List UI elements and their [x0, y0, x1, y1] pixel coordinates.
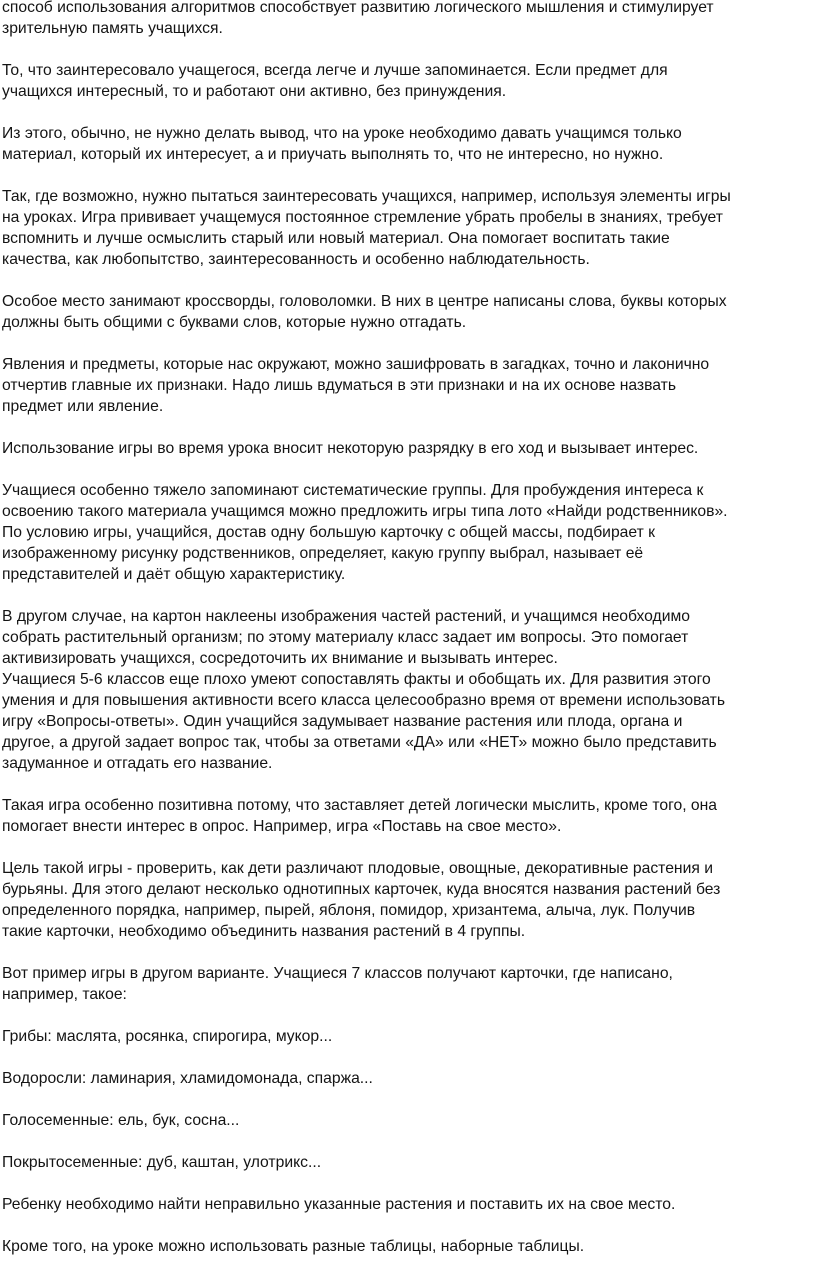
list-item-fungi: Грибы: маслята, росянка, спирогира, мукор...	[2, 1028, 333, 1045]
paragraph-tables: Кроме того, на уроке можно использовать разные таблицы, наборные таблицы.	[2, 1238, 585, 1255]
paragraph-game-goal: Цель такой игры - проверить, как дети различают плодовые, овощные, декоративные растения и бурьяны. Для этого делают несколько однотипных карточек, куда вносятся названия растений без определенного порядка, например, пырей, яблоня, помидор, хризантема, алыча, лук. Получив такие карточки, необходимо объединить названия растений в 4 группы.	[2, 860, 721, 940]
list-item-algae: Водоросли: ламинария, хламидомонада, спаржа...	[2, 1070, 373, 1087]
paragraph-cardboard: В другом случае, на картон наклеены изображения частей растений, и учащимся необходимо собрать растительный организм; по этому материалу класс задает им вопросы. Это помогает активизировать учащихся, сосредоточить их внимание и вызывать интерес.	[2, 608, 690, 667]
paragraph-lotto-game: Учащиеся особенно тяжело запоминают систематические группы. Для пробуждения интереса к освоению такого материала учащимся можно предложить игры типа лото «Найди родственников». По условию игры, учащийся, достав одну большую карточку с общей массы, подбирает к изображенному рисунку родственников, определяет, какую группу выбрал, называет её представителей и даёт общую характеристику.	[2, 482, 728, 583]
paragraph-task: Ребенку необходимо найти неправильно указанные растения и поставить их на свое место.	[2, 1196, 676, 1213]
paragraph-positive-game: Такая игра особенно позитивна потому, что заставляет детей логически мыслить, кроме того, она помогает внести интерес в опрос. Например, игра «Поставь на свое место».	[2, 797, 718, 835]
list-item-gymnosperms: Голосеменные: ель, бук, сосна...	[2, 1112, 240, 1129]
paragraph-game-elements: Так, где возможно, нужно пытаться заинтересовать учащихся, например, используя элементы игры на уроках. Игра прививает учащемуся постоянное стремление убрать пробелы в знаниях, требует вспомнить и лучше осмыслить старый или новый материал. Она помогает воспитать такие качества, как любопытство, заинтересованность и особенно наблюдательность.	[2, 188, 731, 268]
paragraph-conclusion: Из этого, обычно, не нужно делать вывод, что на уроке необходимо давать учащимся только материал, который их интересует, а и приучать выполнять то, что не интересно, но нужно.	[2, 125, 682, 163]
paragraph-crosswords: Особое место занимают кроссворды, головоломки. В них в центре написаны слова, буквы которых должны быть общими с буквами слов, которые нужно отгадать.	[2, 293, 727, 331]
paragraph-riddles: Явления и предметы, которые нас окружают, можно зашифровать в загадках, точно и лаконично отчертив главные их признаки. Надо лишь вдуматься в эти признаки и на их основе назвать предмет или явление.	[2, 356, 710, 415]
list-item-angiosperms: Покрытосеменные: дуб, каштан, улотрикс...	[2, 1154, 322, 1171]
paragraph-example-intro: Вот пример игры в другом варианте. Учащиеся 7 классов получают карточки, где написано, например, такое:	[2, 965, 673, 1003]
paragraph-questions-answers: Учащиеся 5-6 классов еще плохо умеют сопоставлять факты и обобщать их. Для развития этого умения и для повышения активности всего класса целесообразно время от времени использовать игру «Вопросы-ответы». Один учащийся задумывает название растения или плода, органа и другое, а другой задает вопрос так, чтобы за ответами «ДА» или «НЕТ» можно было представить задуманное и отгадать его название.	[2, 671, 726, 772]
paragraph-game-use: Использование игры во время урока вносит некоторую разрядку в его ход и вызывает интерес.	[2, 440, 699, 457]
paragraph-algorithms: способ использования алгоритмов способствует развитию логического мышления и стимулирует зрительную память учащихся.	[2, 0, 714, 37]
paragraph-interest: То, что заинтересовало учащегося, всегда легче и лучше запоминается. Если предмет для учащихся интересный, то и работают они активно, без принуждения.	[2, 62, 668, 100]
